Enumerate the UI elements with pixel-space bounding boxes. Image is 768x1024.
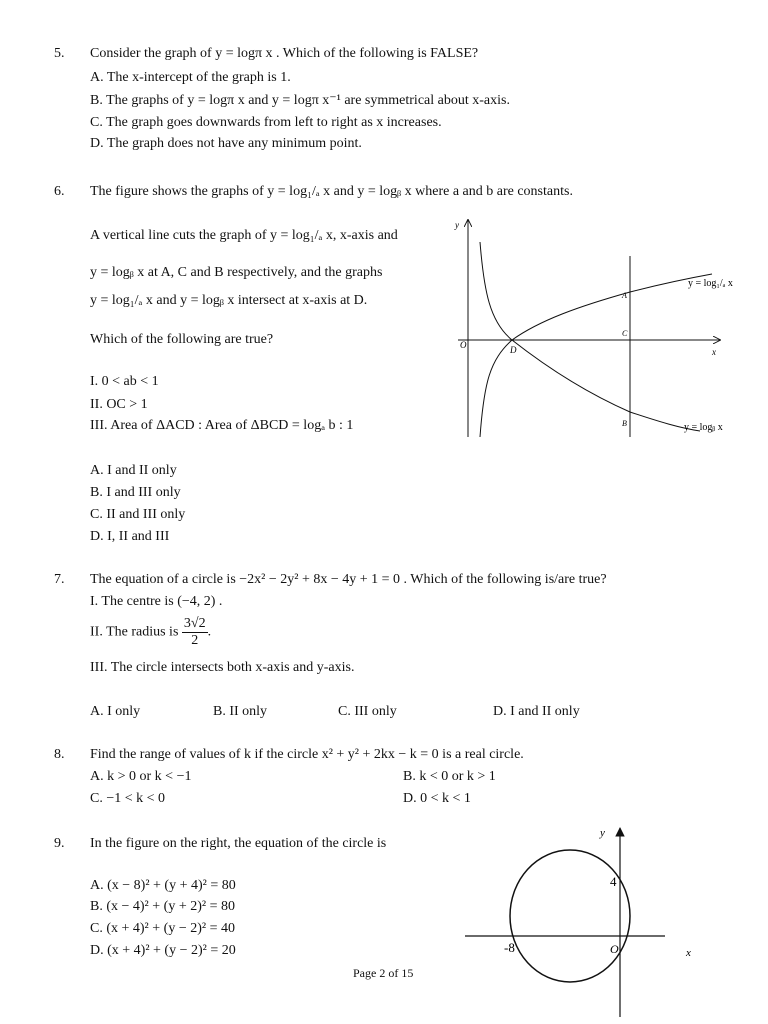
option-c: C. III only	[338, 704, 397, 719]
x-axis-label: x	[686, 947, 691, 959]
question-text-line: A vertical line cuts the graph of y = log₁/ₐ x, x-axis and	[90, 228, 398, 243]
option-b: B. (x − 4)² + (y + 2)² = 80	[90, 899, 235, 914]
statement-i: I. The centre is (−4, 2) .	[90, 594, 223, 609]
statement-i: I. 0 < ab < 1	[90, 374, 159, 389]
option-b: B. k < 0 or k > 1	[403, 769, 496, 784]
question-text-line: Which of the following are true?	[90, 332, 274, 347]
radius-numerator: 3√2	[183, 616, 206, 631]
option-b: B. II only	[213, 704, 268, 719]
point-a-label: A	[622, 291, 627, 300]
page-number: Page 2 of 15	[353, 966, 414, 980]
curve-down-label: y = logᵦ x	[684, 422, 723, 433]
option-a: A. I and II only	[90, 463, 177, 478]
curve-log-1-over-a	[480, 274, 712, 437]
question-number: 9.	[54, 836, 65, 851]
circle-figure	[460, 822, 710, 1022]
statement-ii: II. OC > 1	[90, 397, 148, 412]
option-b: B. The graphs of y = logπ x and y = logπ x⁻¹ are symmetrical about x-axis.	[90, 93, 510, 108]
point-b-label: B	[622, 419, 627, 428]
curve-up-label: y = log₁/ₐ x	[688, 278, 733, 289]
radius-fraction	[182, 616, 208, 649]
log-graphs-figure	[450, 212, 750, 452]
question-stem: The equation of a circle is −2x² − 2y² + 8x − 4y + 1 = 0 . Which of the following is/are true?	[90, 572, 607, 587]
option-a: A. (x − 8)² + (y + 4)² = 80	[90, 878, 236, 893]
option-a: A. The x-intercept of the graph is 1.	[90, 70, 291, 85]
option-c: C. The graph goes downwards from left to right as x increases.	[90, 115, 442, 130]
question-text-line: y = logᵦ x at A, C and B respectively, and the graphs	[90, 265, 383, 280]
y-intercept-label: 4	[610, 874, 617, 889]
question-stem: Find the range of values of k if the circle x² + y² + 2kx − k = 0 is a real circle.	[90, 747, 524, 762]
statement-iii: III. The circle intersects both x-axis and y-axis.	[90, 660, 355, 675]
circle-shape	[510, 850, 630, 982]
option-c: C. (x + 4)² + (y − 2)² = 40	[90, 921, 235, 936]
option-d: D. The graph does not have any minimum point.	[90, 136, 362, 151]
question-stem: The figure shows the graphs of y = log₁/ₐ x and y = logᵦ x where a and b are constants.	[90, 184, 573, 199]
y-axis-label: y	[455, 220, 459, 230]
option-c: C. −1 < k < 0	[90, 791, 166, 806]
option-d: D. I, II and III	[90, 529, 170, 544]
statement-iii: III. Area of ΔACD : Area of ΔBCD = logₐ b : 1	[90, 418, 354, 433]
x-intercept-label: -8	[504, 940, 515, 955]
question-stem: In the figure on the right, the equation of the circle is	[90, 836, 387, 851]
option-b: B. I and III only	[90, 485, 181, 500]
point-d-label: D	[510, 345, 517, 355]
curve-log-b	[480, 242, 700, 431]
option-a: A. I only	[90, 704, 141, 719]
option-d: D. (x + 4)² + (y − 2)² = 20	[90, 943, 236, 958]
point-c-label: C	[622, 329, 628, 338]
question-text-line: y = log₁/ₐ x and y = logᵦ x intersect at x-axis at D.	[90, 293, 368, 308]
x-axis-label: x	[712, 347, 716, 357]
question-number: 5.	[54, 46, 65, 61]
statement-ii-prefix: II. The radius is	[90, 624, 179, 640]
option-d: D. I and II only	[493, 704, 580, 719]
statement-ii: II. The radius is $\frac{3√2}{2}$ .	[90, 616, 212, 648]
question-stem: Consider the graph of y = logπ x . Which of the following is FALSE?	[90, 46, 479, 61]
origin-label: O	[610, 942, 619, 956]
option-a: A. k > 0 or k < −1	[90, 769, 192, 784]
question-number: 7.	[54, 572, 65, 587]
question-number: 6.	[54, 184, 65, 199]
y-axis-label: y	[600, 827, 605, 839]
origin-label: O	[460, 340, 467, 350]
question-number: 8.	[54, 747, 65, 762]
option-d: D. 0 < k < 1	[403, 791, 471, 806]
option-c: C. II and III only	[90, 507, 186, 522]
radius-denominator: 2	[191, 633, 199, 648]
